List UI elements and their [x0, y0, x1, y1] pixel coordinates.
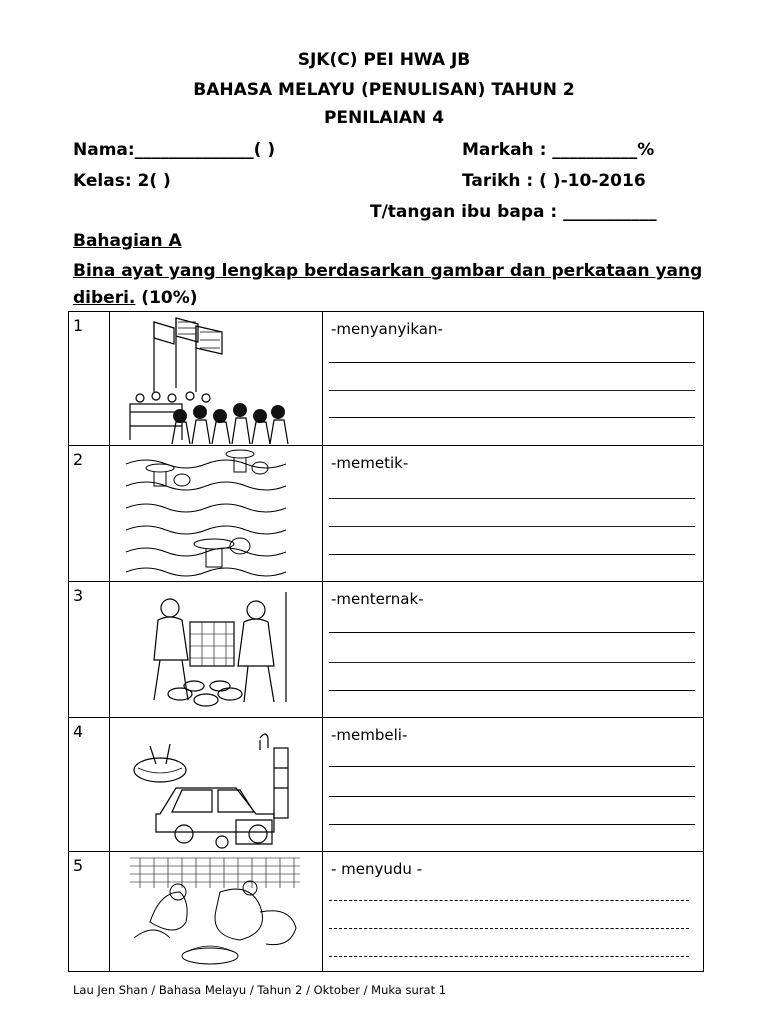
feeding-chickens-icon — [110, 852, 322, 970]
writing-line[interactable] — [329, 766, 695, 767]
given-word: -memetik- — [331, 454, 409, 472]
section-title: Bahagian A — [73, 231, 182, 251]
question-row — [69, 582, 704, 718]
kelas-field: Kelas: 2( ) — [73, 171, 171, 191]
given-word: -menyanyikan- — [331, 320, 443, 338]
tea-picking-icon — [110, 446, 322, 580]
writing-line[interactable] — [329, 662, 695, 663]
writing-line[interactable] — [329, 554, 695, 555]
school-name: SJK(C) PEI HWA JB — [297, 50, 471, 70]
writing-line[interactable] — [329, 690, 695, 691]
writing-line[interactable] — [329, 498, 695, 499]
writing-line[interactable] — [329, 632, 695, 633]
flag-singing-icon — [110, 312, 322, 444]
picture-cell — [110, 446, 323, 582]
subject-title: BAHASA MELAYU (PENULISAN) TAHUN 2 — [193, 80, 575, 100]
markah-field: Markah : __________% — [462, 140, 655, 160]
answer-cell — [323, 446, 704, 582]
question-row — [69, 718, 704, 852]
answer-cell — [323, 852, 704, 972]
question-number: 3 — [69, 582, 110, 718]
writing-line[interactable] — [329, 956, 689, 957]
writing-line[interactable] — [329, 390, 695, 391]
given-word: -menternak- — [331, 590, 424, 608]
answer-cell — [323, 718, 704, 852]
given-word: - menyudu - — [331, 860, 423, 878]
picture-cell — [110, 312, 323, 446]
question-row — [69, 312, 704, 446]
question-number: 2 — [69, 446, 110, 582]
instruction-line-2 — [73, 288, 198, 308]
shopping-stall-icon — [110, 718, 322, 850]
page-footer: Lau Jen Shan / Bahasa Melayu / Tahun 2 / Oktober / Muka surat 1 — [73, 983, 447, 997]
picture-cell — [110, 718, 323, 852]
writing-line[interactable] — [329, 362, 695, 363]
writing-line[interactable] — [329, 526, 695, 527]
section-marks: (10%) — [141, 288, 198, 308]
writing-line[interactable] — [329, 928, 689, 929]
given-word: -membeli- — [331, 726, 408, 744]
assessment-title: PENILAIAN 4 — [323, 108, 445, 128]
picture-cell — [110, 852, 323, 972]
question-number: 4 — [69, 718, 110, 852]
parent-signature-field: T/tangan ibu bapa : ___________ — [370, 202, 657, 222]
writing-line[interactable] — [329, 796, 695, 797]
question-number: 5 — [69, 852, 110, 972]
question-row — [69, 852, 704, 972]
writing-line[interactable] — [329, 417, 695, 418]
nama-field: Nama:______________( ) — [73, 140, 276, 160]
tarikh-field: Tarikh : ( )-10-2016 — [462, 171, 646, 191]
question-table — [68, 311, 704, 972]
instruction-text: diberi. — [73, 288, 136, 308]
instruction-line-1: Bina ayat yang lengkap berdasarkan gambar dan perkataan yang — [73, 261, 703, 281]
picture-cell — [110, 582, 323, 718]
writing-line[interactable] — [329, 824, 695, 825]
answer-cell — [323, 582, 704, 718]
answer-cell — [323, 312, 704, 446]
poultry-farming-icon — [110, 582, 322, 716]
question-row — [69, 446, 704, 582]
question-number: 1 — [69, 312, 110, 446]
writing-line[interactable] — [329, 900, 689, 901]
